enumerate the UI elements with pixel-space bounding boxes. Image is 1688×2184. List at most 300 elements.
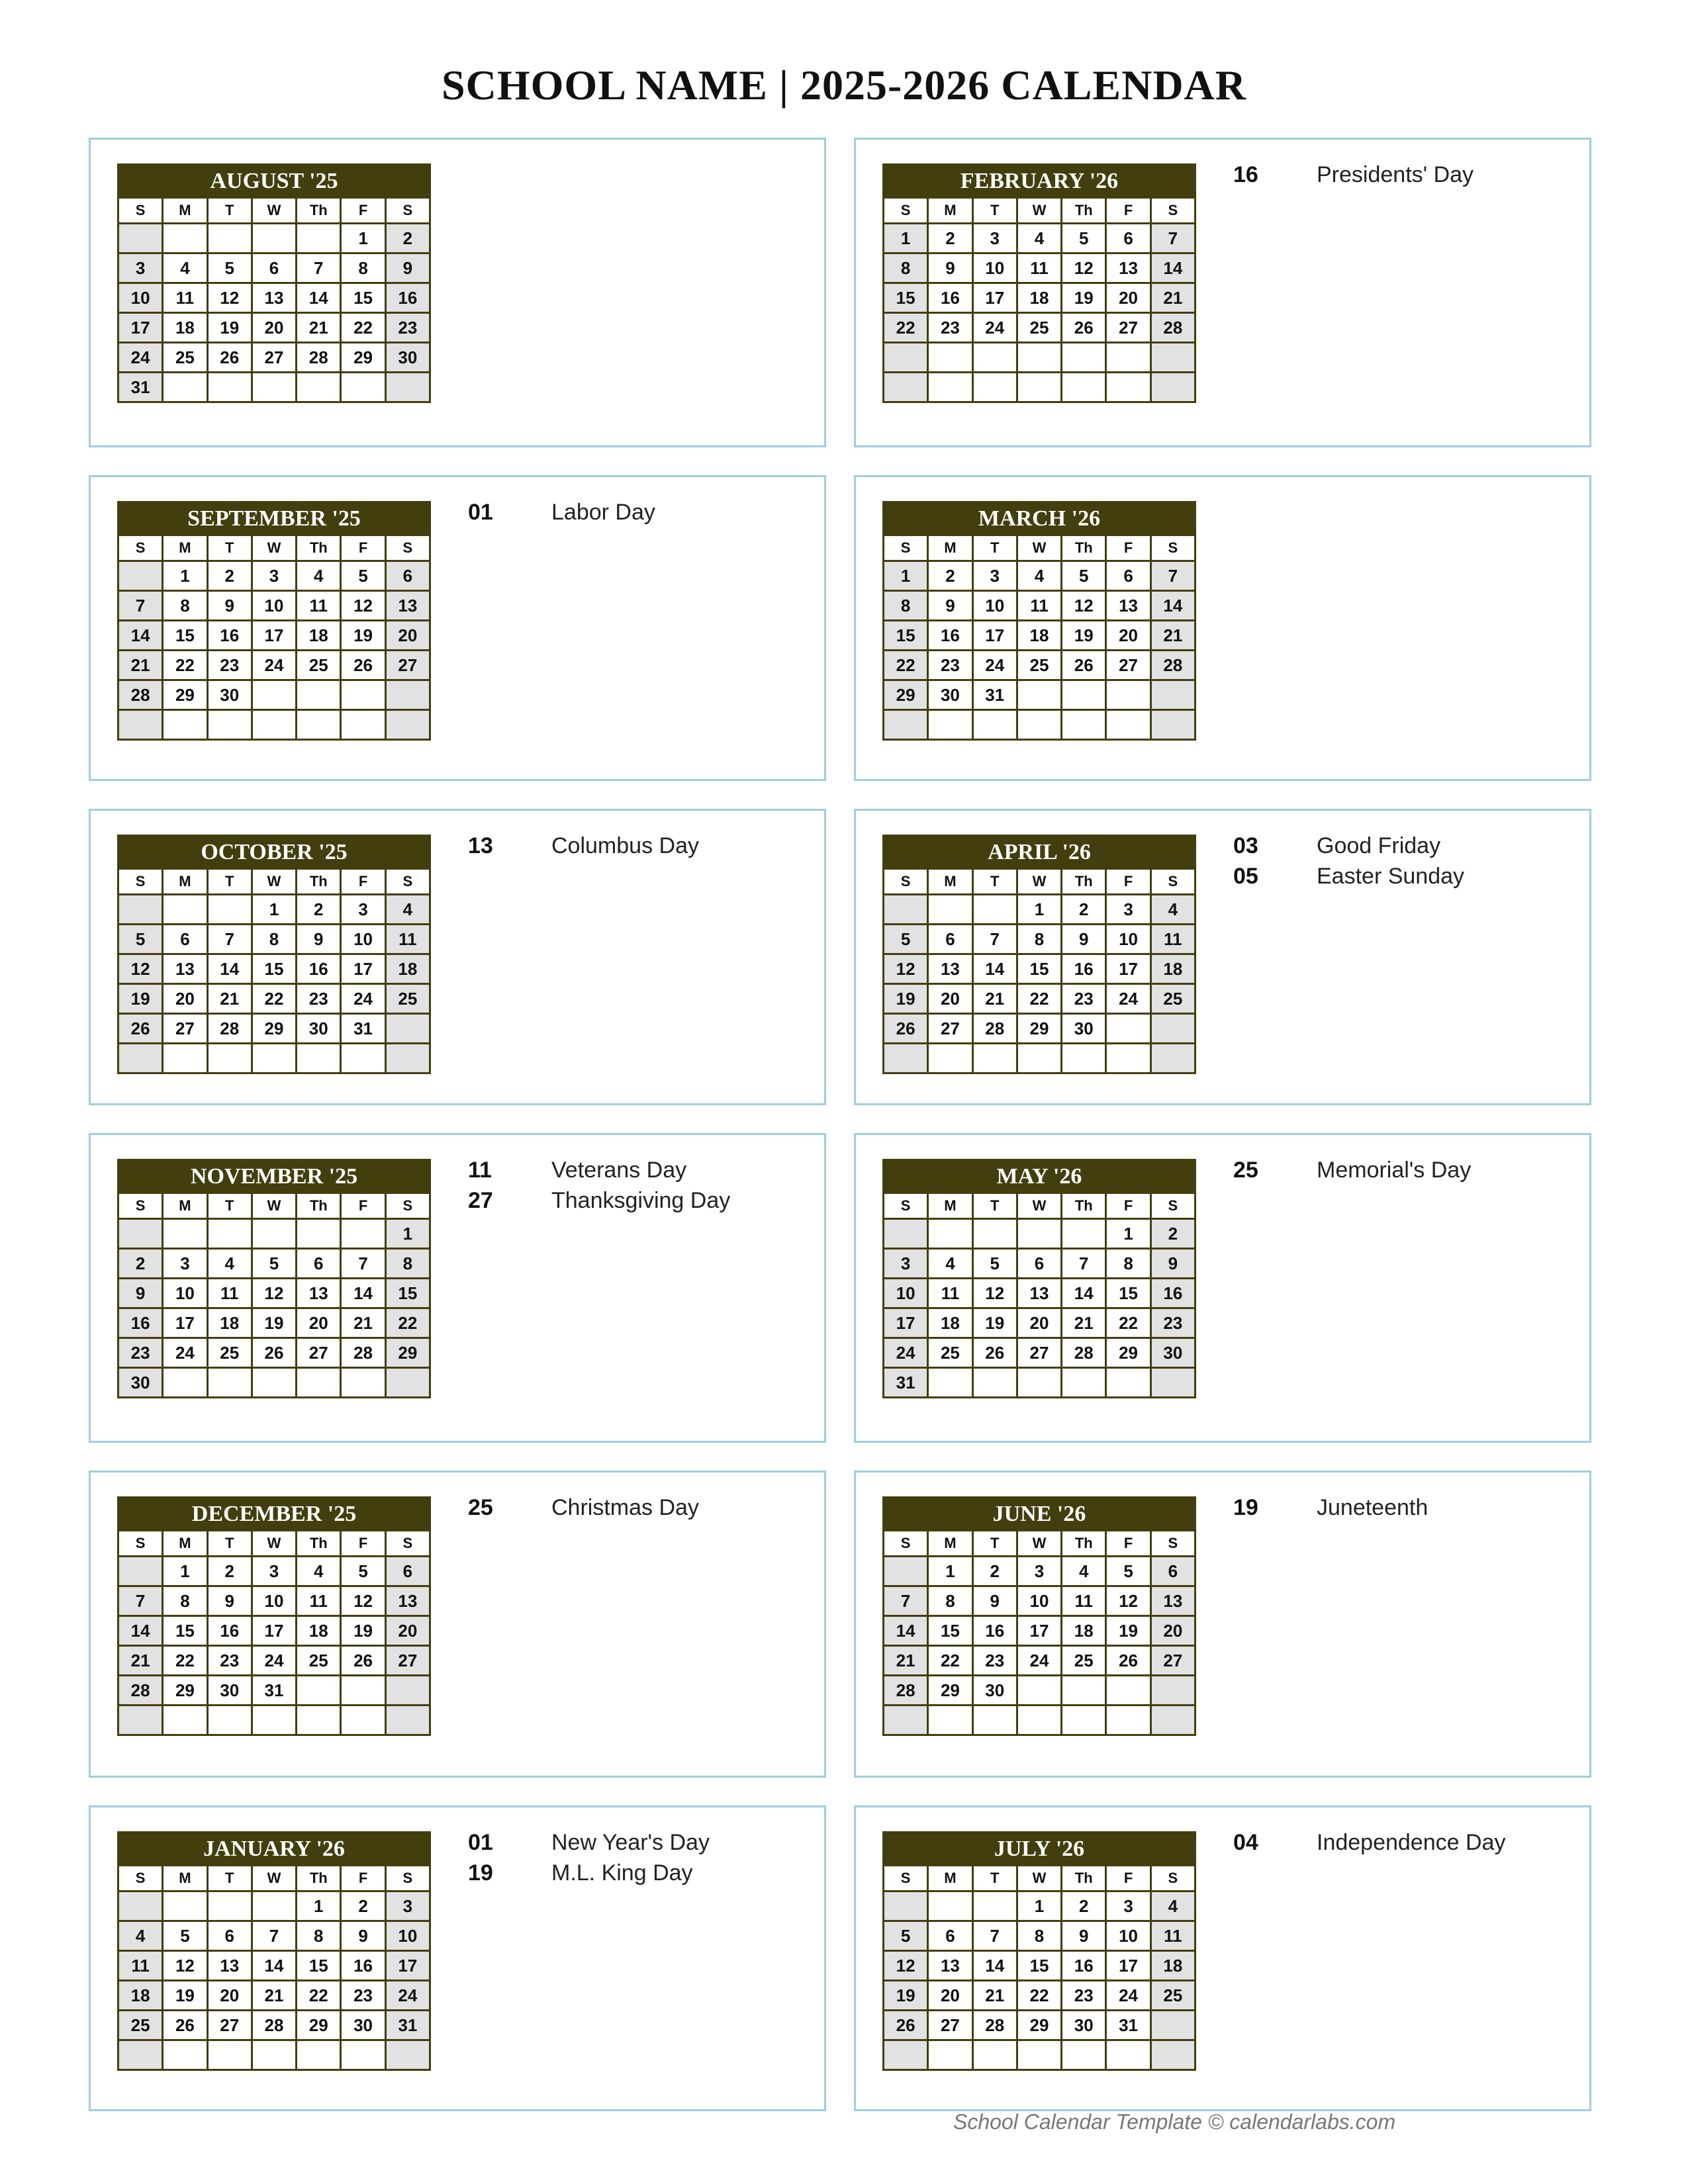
day-cell: 1 (928, 1557, 972, 1586)
day-cell: 25 (928, 1338, 972, 1368)
day-cell: 17 (972, 621, 1017, 651)
day-cell: 2 (928, 224, 972, 253)
day-cell: 6 (1017, 1249, 1061, 1279)
day-cell: 9 (207, 591, 252, 621)
month-title: DECEMBER '25 (117, 1496, 431, 1529)
holiday-item (1233, 1155, 1576, 1185)
day-cell: 21 (118, 1646, 163, 1676)
weekday-header: M (163, 869, 207, 895)
day-cell: 30 (341, 2011, 385, 2040)
weekday-header: T (207, 535, 252, 561)
day-cell (385, 1044, 430, 1073)
day-cell: 28 (884, 1676, 928, 1706)
day-cell (297, 680, 341, 710)
weekday-header: W (252, 1531, 296, 1557)
weekday-header: S (884, 1193, 928, 1219)
holiday-item (1233, 1492, 1576, 1523)
day-cell: 4 (1150, 1891, 1195, 1921)
day-cell: 1 (1017, 1891, 1061, 1921)
day-cell: 24 (1017, 1646, 1061, 1676)
day-cell: 28 (118, 1676, 163, 1706)
day-cell: 10 (1017, 1586, 1061, 1616)
weekday-header: Th (1062, 1866, 1106, 1891)
weekday-header: T (972, 1531, 1017, 1557)
day-cell: 11 (928, 1279, 972, 1308)
day-cell: 22 (252, 984, 296, 1014)
day-cell (163, 1219, 207, 1249)
day-cell (1062, 373, 1106, 402)
weekday-header: Th (297, 1193, 341, 1219)
day-cell: 3 (118, 253, 163, 283)
day-cell: 19 (972, 1308, 1017, 1338)
day-cell: 26 (1062, 651, 1106, 680)
day-cell: 25 (1150, 984, 1195, 1014)
day-cell: 24 (118, 343, 163, 373)
day-cell (163, 1891, 207, 1921)
holiday-name: Independence Day (1317, 1829, 1506, 1855)
day-cell: 23 (341, 1981, 385, 2011)
day-cell (252, 1706, 296, 1735)
weekday-header: F (341, 1193, 385, 1219)
day-grid (882, 868, 1196, 1074)
day-cell: 30 (118, 1368, 163, 1398)
day-cell: 6 (385, 561, 430, 591)
day-cell: 29 (1106, 1338, 1150, 1368)
month-calendar (117, 1496, 431, 1736)
day-cell: 3 (1017, 1557, 1061, 1586)
day-cell: 7 (1062, 1249, 1106, 1279)
weekday-header: M (928, 869, 972, 895)
day-cell: 31 (385, 2011, 430, 2040)
weekday-header: S (118, 1193, 163, 1219)
day-cell: 14 (972, 954, 1017, 984)
weekday-header: Th (1062, 869, 1106, 895)
day-cell (1017, 1219, 1061, 1249)
weekday-header: S (1150, 535, 1195, 561)
day-cell: 13 (207, 1951, 252, 1981)
holiday-list (468, 831, 811, 861)
day-cell: 1 (252, 895, 296, 925)
weekday-header: M (928, 198, 972, 224)
holiday-date: 04 (1233, 1829, 1258, 1855)
weekday-header: W (252, 869, 296, 895)
day-cell: 19 (884, 1981, 928, 2011)
holiday-name: Labor Day (551, 499, 655, 525)
day-cell: 8 (1106, 1249, 1150, 1279)
day-cell: 2 (341, 1891, 385, 1921)
day-cell: 20 (1106, 283, 1150, 313)
month-calendar (882, 1496, 1196, 1736)
day-cell (252, 1368, 296, 1398)
day-cell (207, 895, 252, 925)
weekday-header: S (385, 535, 430, 561)
day-cell: 28 (341, 1338, 385, 1368)
day-cell: 7 (297, 253, 341, 283)
day-cell: 28 (1062, 1338, 1106, 1368)
day-cell: 13 (385, 591, 430, 621)
weekday-header: S (385, 1531, 430, 1557)
day-cell: 21 (1062, 1308, 1106, 1338)
month-title: NOVEMBER '25 (117, 1159, 431, 1192)
day-cell (118, 1557, 163, 1586)
holiday-item (468, 831, 811, 861)
day-cell: 29 (1017, 1014, 1061, 1044)
holiday-name: Thanksgiving Day (551, 1187, 731, 1213)
day-cell (1106, 373, 1150, 402)
weekday-header: Th (1062, 535, 1106, 561)
day-cell: 4 (1062, 1557, 1106, 1586)
day-cell: 1 (884, 224, 928, 253)
month-title: AUGUST '25 (117, 163, 431, 197)
day-grid (117, 534, 431, 741)
day-cell (207, 1219, 252, 1249)
day-cell: 15 (297, 1951, 341, 1981)
weekday-header: M (928, 1193, 972, 1219)
day-cell: 15 (252, 954, 296, 984)
day-cell: 11 (297, 1586, 341, 1616)
day-cell: 4 (385, 895, 430, 925)
day-cell: 24 (252, 1646, 296, 1676)
day-cell (884, 1557, 928, 1586)
day-cell: 6 (1106, 561, 1150, 591)
day-cell: 29 (163, 680, 207, 710)
day-cell: 10 (884, 1279, 928, 1308)
day-cell (297, 1368, 341, 1398)
day-cell (1017, 1368, 1061, 1398)
day-cell (972, 1706, 1017, 1735)
day-cell (297, 1219, 341, 1249)
weekday-header: S (1150, 198, 1195, 224)
weekday-header: M (163, 198, 207, 224)
day-cell (341, 1706, 385, 1735)
day-cell (928, 1044, 972, 1073)
day-cell (1150, 1044, 1195, 1073)
day-cell: 1 (385, 1219, 430, 1249)
day-cell: 25 (118, 2011, 163, 2040)
day-cell: 27 (1150, 1646, 1195, 1676)
day-cell (1062, 1219, 1106, 1249)
day-cell (1150, 1676, 1195, 1706)
day-cell: 21 (118, 651, 163, 680)
weekday-header: Th (297, 1531, 341, 1557)
day-cell (207, 373, 252, 402)
day-cell: 16 (118, 1308, 163, 1338)
day-cell: 12 (1062, 591, 1106, 621)
month-calendar (117, 163, 431, 403)
holiday-date: 25 (468, 1494, 493, 1520)
day-cell: 14 (884, 1616, 928, 1646)
day-cell: 11 (1017, 253, 1061, 283)
day-cell (972, 343, 1017, 373)
day-cell (928, 1368, 972, 1398)
day-cell: 4 (163, 253, 207, 283)
day-cell: 13 (297, 1279, 341, 1308)
day-cell: 19 (118, 984, 163, 1014)
day-cell (163, 224, 207, 253)
day-cell: 19 (884, 984, 928, 1014)
day-cell (1062, 710, 1106, 740)
day-cell (1017, 680, 1061, 710)
day-cell: 22 (341, 313, 385, 343)
day-cell: 9 (928, 253, 972, 283)
day-cell (884, 2040, 928, 2070)
holiday-date: 27 (468, 1187, 493, 1213)
day-cell: 23 (118, 1338, 163, 1368)
weekday-header: W (1017, 869, 1061, 895)
day-cell: 1 (163, 1557, 207, 1586)
holiday-item (468, 1858, 811, 1888)
day-cell: 6 (163, 925, 207, 954)
holiday-date: 16 (1233, 161, 1258, 187)
day-cell: 12 (163, 1951, 207, 1981)
day-cell: 12 (252, 1279, 296, 1308)
month-card (89, 1133, 826, 1443)
day-cell (928, 895, 972, 925)
holiday-name: Columbus Day (551, 833, 699, 858)
day-cell: 18 (1062, 1616, 1106, 1646)
day-cell: 13 (252, 283, 296, 313)
day-cell: 21 (341, 1308, 385, 1338)
day-cell (207, 1706, 252, 1735)
day-cell: 24 (1106, 984, 1150, 1014)
day-cell: 28 (1150, 313, 1195, 343)
holiday-date: 01 (468, 499, 493, 525)
day-cell: 13 (1017, 1279, 1061, 1308)
holiday-date: 13 (468, 833, 493, 858)
day-cell (252, 1044, 296, 1073)
day-cell: 22 (1017, 984, 1061, 1014)
weekday-header: S (1150, 1193, 1195, 1219)
day-cell: 21 (1150, 283, 1195, 313)
day-cell (207, 710, 252, 740)
holiday-list (1233, 1492, 1576, 1523)
day-grid (117, 868, 431, 1074)
holiday-date: 11 (468, 1157, 492, 1183)
weekday-header: F (341, 535, 385, 561)
holiday-item (1233, 159, 1576, 190)
weekday-header: W (1017, 198, 1061, 224)
day-cell: 29 (928, 1676, 972, 1706)
day-cell (928, 343, 972, 373)
day-cell: 30 (1062, 2011, 1106, 2040)
day-cell: 20 (928, 984, 972, 1014)
day-cell: 24 (972, 313, 1017, 343)
day-cell: 9 (972, 1586, 1017, 1616)
day-cell (1017, 343, 1061, 373)
day-cell: 27 (928, 1014, 972, 1044)
day-cell: 26 (884, 2011, 928, 2040)
day-cell: 11 (1150, 925, 1195, 954)
day-cell: 10 (252, 591, 296, 621)
day-cell: 10 (341, 925, 385, 954)
day-cell (207, 2040, 252, 2070)
day-grid (117, 1529, 431, 1736)
day-cell: 4 (297, 1557, 341, 1586)
day-cell (341, 1676, 385, 1706)
day-cell: 5 (341, 561, 385, 591)
day-cell: 24 (1106, 1981, 1150, 2011)
day-cell: 13 (928, 1951, 972, 1981)
day-cell: 25 (1150, 1981, 1195, 2011)
day-cell: 6 (297, 1249, 341, 1279)
holiday-list (1233, 1827, 1576, 1858)
day-cell: 31 (341, 1014, 385, 1044)
day-cell (928, 373, 972, 402)
day-cell: 3 (972, 224, 1017, 253)
holiday-list (468, 1155, 811, 1216)
day-cell (1106, 1368, 1150, 1398)
weekday-header: S (385, 1866, 430, 1891)
day-cell (1106, 343, 1150, 373)
day-grid (882, 1864, 1196, 2071)
holiday-date: 19 (1233, 1494, 1258, 1520)
day-cell: 20 (252, 313, 296, 343)
day-cell: 5 (884, 925, 928, 954)
day-cell: 2 (1062, 1891, 1106, 1921)
weekday-header: S (385, 198, 430, 224)
month-card (854, 138, 1591, 447)
day-cell (207, 1368, 252, 1398)
day-cell: 31 (1106, 2011, 1150, 2040)
day-cell (297, 1044, 341, 1073)
day-cell: 28 (972, 1014, 1017, 1044)
month-calendar (117, 835, 431, 1074)
day-cell: 4 (297, 561, 341, 591)
day-cell (1106, 710, 1150, 740)
day-cell (1062, 1044, 1106, 1073)
day-cell: 22 (1017, 1981, 1061, 2011)
day-cell (385, 2040, 430, 2070)
day-cell (207, 1044, 252, 1073)
holiday-name: M.L. King Day (551, 1860, 693, 1886)
day-cell: 12 (1106, 1586, 1150, 1616)
month-title: MAY '26 (882, 1159, 1196, 1192)
day-cell: 19 (1106, 1616, 1150, 1646)
day-cell: 2 (972, 1557, 1017, 1586)
day-cell: 8 (884, 591, 928, 621)
day-cell: 11 (1017, 591, 1061, 621)
day-cell: 7 (1150, 561, 1195, 591)
day-cell: 17 (972, 283, 1017, 313)
holiday-item (468, 1185, 811, 1216)
day-cell: 3 (1106, 895, 1150, 925)
day-cell: 30 (928, 680, 972, 710)
day-cell (297, 710, 341, 740)
day-cell (1150, 1706, 1195, 1735)
day-cell: 9 (297, 925, 341, 954)
day-cell: 3 (341, 895, 385, 925)
day-cell: 27 (385, 1646, 430, 1676)
holiday-list (468, 1827, 811, 1888)
day-cell: 5 (1062, 224, 1106, 253)
weekday-header: F (1106, 198, 1150, 224)
day-cell (385, 373, 430, 402)
day-cell: 6 (252, 253, 296, 283)
day-cell (118, 1044, 163, 1073)
day-cell: 7 (972, 1921, 1017, 1951)
day-cell: 19 (207, 313, 252, 343)
day-cell (118, 561, 163, 591)
day-cell (1150, 1014, 1195, 1044)
day-cell: 28 (1150, 651, 1195, 680)
day-cell: 7 (118, 591, 163, 621)
day-cell: 12 (207, 283, 252, 313)
day-cell: 16 (1062, 954, 1106, 984)
day-cell (884, 1706, 928, 1735)
weekday-header: W (252, 535, 296, 561)
day-cell: 3 (1106, 1891, 1150, 1921)
weekday-header: T (972, 535, 1017, 561)
day-cell: 5 (252, 1249, 296, 1279)
day-cell: 9 (207, 1586, 252, 1616)
holiday-list (1233, 1155, 1576, 1185)
day-cell: 13 (1106, 591, 1150, 621)
month-calendar (117, 501, 431, 741)
holiday-name: Good Friday (1317, 833, 1441, 858)
day-cell: 23 (928, 313, 972, 343)
weekday-header: T (972, 198, 1017, 224)
day-cell (385, 1706, 430, 1735)
day-cell: 9 (1062, 925, 1106, 954)
weekday-header: F (1106, 1193, 1150, 1219)
day-cell: 7 (972, 925, 1017, 954)
day-cell (1017, 710, 1061, 740)
day-cell: 29 (252, 1014, 296, 1044)
day-cell (297, 373, 341, 402)
day-cell: 11 (163, 283, 207, 313)
day-cell (1017, 1706, 1061, 1735)
holiday-item (468, 1155, 811, 1185)
day-cell (207, 1891, 252, 1921)
day-cell (118, 1891, 163, 1921)
month-card (89, 138, 826, 447)
day-cell: 15 (163, 1616, 207, 1646)
weekday-header: M (928, 535, 972, 561)
weekday-header: Th (297, 535, 341, 561)
day-cell: 29 (884, 680, 928, 710)
weekday-header: F (341, 1531, 385, 1557)
day-grid (117, 1864, 431, 2071)
day-cell: 17 (385, 1951, 430, 1981)
day-cell: 28 (297, 343, 341, 373)
weekday-header: W (1017, 1531, 1061, 1557)
day-cell: 25 (1017, 651, 1061, 680)
day-cell: 22 (1106, 1308, 1150, 1338)
month-title: JANUARY '26 (117, 1831, 431, 1864)
day-cell: 15 (1106, 1279, 1150, 1308)
day-cell: 25 (1062, 1646, 1106, 1676)
weekday-header: S (385, 1193, 430, 1219)
day-cell: 22 (884, 651, 928, 680)
day-cell (928, 1891, 972, 1921)
day-cell (972, 895, 1017, 925)
day-cell: 2 (118, 1249, 163, 1279)
day-cell: 14 (972, 1951, 1017, 1981)
day-cell (252, 1891, 296, 1921)
day-cell (163, 895, 207, 925)
weekday-header: F (341, 198, 385, 224)
day-cell (1106, 1014, 1150, 1044)
holiday-list (468, 1492, 811, 1523)
day-cell (1150, 710, 1195, 740)
weekday-header: T (972, 1866, 1017, 1891)
day-cell: 3 (884, 1249, 928, 1279)
holiday-list (468, 497, 811, 527)
weekday-header: T (207, 198, 252, 224)
day-cell: 5 (884, 1921, 928, 1951)
day-cell: 30 (207, 1676, 252, 1706)
day-cell: 8 (163, 1586, 207, 1616)
